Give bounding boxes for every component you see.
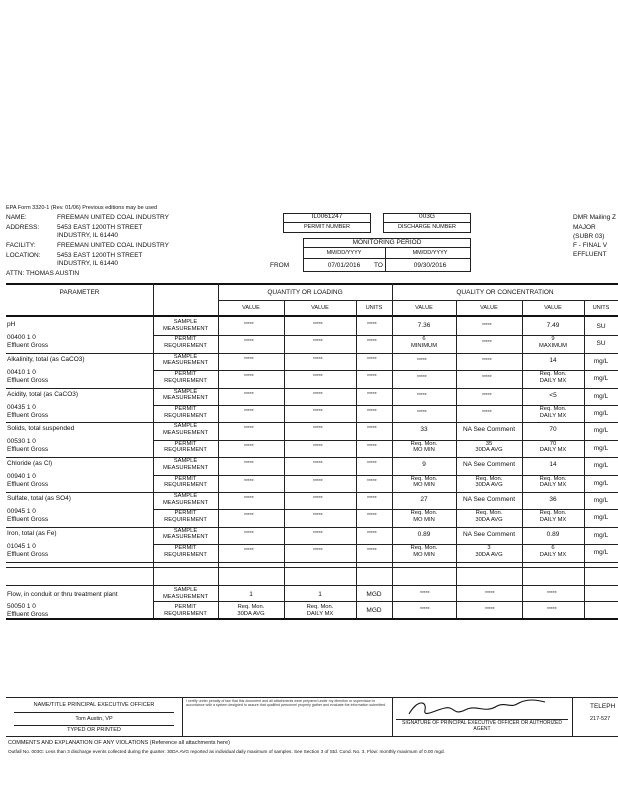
permit-q2-dash: ***** [482,375,492,382]
quantity-dash: ***** [313,513,323,520]
quantity-dash: ***** [367,530,377,537]
permit-requirement-label: PERMIT REQUIREMENT [164,371,207,384]
measurement-q1: 27 [420,496,428,503]
quantity-dash: ***** [313,426,323,433]
row-bottom-rule [6,492,618,493]
permit-q1-dash: ***** [417,375,427,382]
col-line-q3 [584,300,585,619]
quantity-dash: ***** [367,461,377,468]
quantity-dash: ***** [367,356,377,363]
permit-q2: 35 30DA AVG [475,440,503,454]
typed-underline [14,725,174,726]
flow-m-unit: MGD [366,591,382,598]
facility-value: FREEMAN UNITED COAL INDUSTRY [57,242,169,249]
discharge-divider [383,222,471,223]
quantity-dash: ***** [244,496,254,502]
measurement-q3: 14 [549,461,557,469]
sample-measurement-label: SAMPLE MEASUREMENT [162,353,209,367]
parameter-code: 00530 1 0 [7,438,36,446]
signature-mark [405,698,555,720]
permit-q2-dash: ***** [482,340,492,347]
permit-q3: Req. Mon. DAILY MX [539,406,567,419]
footer-col-2 [392,697,393,736]
measurement-unit: mg/L [593,497,609,504]
permit-q3: Req. Mon. DAILY MX [539,510,567,523]
sample-measurement-label: SAMPLE MEASUREMENT [162,527,209,541]
measurement-q3: 36 [549,496,557,503]
quantity-dash: ***** [367,339,377,346]
quantity-dash: ***** [244,339,254,346]
parameter-code: 00940 1 0 [7,473,36,481]
permit-q1: 6 MINIMUM [410,336,438,349]
address-label: ADDRESS: [6,224,40,231]
measurement-q3: 14 [549,356,557,364]
parameter-sub: Effluent Gross [7,411,49,419]
from-label: FROM [270,262,290,269]
measurement-unit: mg/L [593,357,609,365]
quantity-dash: ***** [367,496,377,502]
to-label: TO [374,262,383,269]
parameter-sub: Effluent Gross [7,481,49,489]
row-bottom-rule [6,562,618,563]
officer-name: Tom Austin, VP [75,716,113,722]
permit-q1: Req. Mon. MO MIN [410,475,438,489]
permit-q3: 9 MAXIMUM [538,336,568,349]
monitoring-divider-2 [303,258,471,259]
quantity-dash: ***** [244,443,254,450]
measurement-unit: mg/L [593,392,609,400]
measurement-unit: mg/L [593,427,609,435]
attn: ATTN: THOMAS AUSTIN [6,270,80,277]
row-bottom-rule [6,353,618,354]
certification-text: I certify under penalty of law that this document and all attachments were prepared under my direction or supervision in accordance with a system designed to assure that qualified personnel properly gather and evaluate the information submitted. [186,699,386,708]
quantity-dash: ***** [367,443,377,450]
dmr-mailing: DMR Mailing Z [573,214,616,221]
flow-p-q2-dash: ***** [485,607,495,613]
sample-measurement-label: SAMPLE MEASUREMENT [162,493,209,506]
flow-sub: Effluent Gross [7,611,49,618]
quantity-dash: ***** [313,409,323,415]
sample-measurement-label: SAMPLE MEASUREMENT [162,388,209,402]
quantity-dash: ***** [244,409,254,415]
permit-q2-dash: ***** [482,410,492,416]
measurement-q2: NA See Comment [462,530,516,538]
permit-unit: mg/L [593,410,609,417]
measurement-q1: 7.36 [417,322,431,329]
permit-divider [283,222,371,223]
quantity-dash: ***** [313,530,323,537]
footer-bottom-rule [6,736,618,737]
mm-dd-yyyy-to: MM/DD/YYYY [412,250,448,256]
permit-unit: mg/L [593,444,609,452]
permit-q2: Req. Mon. 30DA AVG [475,475,503,489]
parameter-name: Sulfate, total (as SO4) [7,495,71,502]
permit-requirement-label: PERMIT REQUIREMENT [164,336,207,349]
flow-permit-label: PERMIT REQUIREMENT [164,604,207,617]
permit-unit: mg/L [593,549,609,557]
col-line-v1 [284,300,285,619]
permit-requirement-label: PERMIT REQUIREMENT [164,406,207,419]
quantity-dash: ***** [244,426,254,433]
flow-m-q2-dash: ***** [485,591,495,597]
measurement-q2: NA See Comment [462,426,516,434]
form-note: EPA Form 3320-1 (Rev. 01/06) Previous editions may be used [6,205,158,211]
measurement-q3: 70 [549,426,557,434]
quantity-dash: ***** [367,478,377,485]
quantity-dash: ***** [367,426,377,433]
col-line-v2 [356,300,357,619]
table-top-rule [6,283,618,285]
flow-m-q1-dash: ***** [420,591,430,597]
quality-header: QUALITY OR CONCENTRATION [456,289,554,296]
col-line-q1 [456,300,457,619]
parameter-sub: Effluent Gross [7,446,49,454]
row-bottom-rule [6,422,618,423]
flow-p-unit: MGD [366,607,382,614]
measurement-q3: 0.89 [546,530,560,538]
col-header-value-5: VALUE [544,305,562,311]
monitoring-period-label: MONITORING PERIOD [352,239,422,246]
permit-requirement-label: PERMIT REQUIREMENT [164,510,207,523]
quantity-dash: ***** [313,461,323,468]
parameter-code: 01045 1 0 [7,542,36,550]
row-bottom-rule [6,457,618,458]
permit-q3: Req. Mon. DAILY MX [539,475,567,489]
to-date: 09/30/2016 [413,262,447,269]
parameter-name: Chloride (as Cl) [7,460,53,468]
measurement-q1-dash: ***** [417,357,427,364]
parameter-name: Alkalinity, total (as CaCO3) [7,355,85,363]
parameter-name: Iron, total (as Fe) [7,529,57,537]
empty-row-rule-2 [6,585,618,586]
quantity-dash: ***** [244,548,254,555]
parameter-name: Acidity, total (as CaCO3) [7,390,79,398]
permit-unit: mg/L [593,479,609,487]
flow-split-rule [153,601,618,602]
flow-code: 50050 1 0 [7,603,36,610]
measurement-q1-dash: ***** [417,392,427,399]
sample-measurement-label: SAMPLE MEASUREMENT [162,423,209,436]
measurement-q2: NA See Comment [462,461,516,469]
permit-q3: 6 DAILY MX [539,545,567,558]
parameter-header: PARAMETER [59,289,100,296]
quantity-dash: ***** [367,409,377,415]
officer-title-label: NAME/TITLE PRINCIPAL EXECUTIVE OFFICER [33,702,155,708]
parameter-code: 00400 1 0 [7,334,36,341]
parameter-code: 00945 1 0 [7,508,36,515]
permit-unit: mg/L [593,514,609,522]
monitoring-divider-v [385,247,386,272]
name-label: NAME: [6,214,27,221]
mm-dd-yyyy-from: MM/DD/YYYY [326,250,362,256]
sample-measurement-label: SAMPLE MEASUREMENT [162,458,209,471]
permit-number: IL0061247 [311,213,343,220]
col-header-value-3: VALUE [415,305,433,311]
permit-requirement-label: PERMIT REQUIREMENT [164,475,207,489]
parameter-sub: Effluent Gross [7,550,49,558]
name-value: FREEMAN UNITED COAL INDUSTRY [57,214,169,221]
quantity-dash: ***** [313,443,323,450]
flow-name: Flow, in conduit or thru treatment plant [7,591,118,598]
measurement-q3: 7.49 [546,322,560,329]
volume-label: F - FINAL V [573,242,608,249]
quantity-dash: ***** [244,478,254,485]
col-header-units-1: UNITS [365,305,383,311]
flow-sample-label: SAMPLE MEASUREMENT [162,587,209,600]
measurement-q2-dash: ***** [482,323,492,329]
measurement-q2-dash: ***** [482,357,492,364]
discharge-number-label: DISCHARGE NUMBER [397,224,457,230]
quantity-dash: ***** [244,530,254,537]
permit-q1: Req. Mon. MO MIN [410,510,438,523]
quantity-dash: ***** [367,374,377,381]
quantity-dash: ***** [244,391,254,398]
quantity-dash: ***** [244,513,254,520]
flow-p-v2: Req. Mon. DAILY MX [306,604,334,617]
parameter-code: 00435 1 0 [7,403,36,411]
permit-unit: mg/L [593,375,609,383]
officer-underline [14,712,174,713]
col-header-units-2: UNITS [592,305,610,311]
flow-m-v1: 1 [249,591,253,598]
table-header-bottom [6,315,618,317]
quantity-dash: ***** [367,548,377,555]
parameter-sub: Effluent Gross [7,342,49,349]
flow-p-q3-dash: ***** [547,607,557,613]
col-header-value-4: VALUE [480,305,498,311]
permit-q3: Req. Mon. DAILY MX [539,371,567,384]
comments-label: COMMENTS AND EXPLANATION OF ANY VIOLATIONS (Reference all attachments here) [8,740,230,746]
quantity-dash: ***** [313,496,323,502]
quantity-dash: ***** [367,513,377,520]
measurement-unit: mg/L [593,531,609,539]
quantity-dash: ***** [244,374,254,381]
footer-col-1 [182,697,183,736]
effluent-label: EFFLUENT [573,251,607,258]
from-date: 07/01/2016 [327,262,361,269]
permit-q2: Req. Mon. 30DA AVG [475,510,503,523]
flow-p-q1-dash: ***** [420,607,430,613]
quantity-dash: ***** [313,391,323,398]
telephone-value: 217-527 [590,716,611,722]
quantity-dash: ***** [313,339,323,346]
flow-m-q3-dash: ***** [547,591,557,597]
permit-unit: SU [596,340,606,348]
signature-label: SIGNATURE OF PRINCIPAL EXECUTIVE OFFICER OR AUTHORIZED AGENT [402,720,562,732]
comments-text: Outfall No. 003G: Less than 3 discharge events collected during the quarter. 30DA AVG reported as individual daily maximum of samples. See Section 3 of Std. Cond. No. 3. Flow: monthly maximum of 0.00 mgd. [8,749,445,754]
measurement-q1: 33 [420,426,428,434]
facility-label: FACILITY: [6,242,36,249]
location-line2: INDUSTRY, IL 61440 [57,260,118,267]
measurement-q2-dash: ***** [482,392,492,399]
measurement-q2: NA See Comment [462,496,516,503]
permit-q3: 70 DAILY MX [539,440,567,454]
address-line2: INDUSTRY, IL 61440 [57,232,118,239]
permit-requirement-label: PERMIT REQUIREMENT [164,545,207,558]
location-line1: 5453 EAST 1200TH STREET [57,252,143,259]
flow-p-v1: Req. Mon. 30DA AVG [237,604,265,617]
table-bottom-rule [6,618,618,620]
quantity-header: QUANTITY OR LOADING [267,289,343,296]
quantity-dash: ***** [313,374,323,381]
address-line1: 5453 EAST 1200TH STREET [57,224,143,231]
telephone-label: TELEPH [590,703,616,710]
major-label: MAJOR [573,224,596,231]
discharge-number: 003G [419,213,435,220]
sample-measurement-label: SAMPLE MEASUREMENT [162,319,209,332]
subr-label: (SUBR 03) [573,233,605,240]
parameter-code: 00410 1 0 [7,368,36,376]
col-header-value-2: VALUE [311,305,329,311]
parameter-name: pH [7,321,16,328]
parameter-sub: Effluent Gross [7,376,49,384]
permit-requirement-label: PERMIT REQUIREMENT [164,440,207,454]
quantity-dash: ***** [367,322,377,328]
col-header-value-1: VALUE [242,305,260,311]
quantity-dash: ***** [244,356,254,363]
permit-q1: Req. Mon. MO MIN [410,545,438,558]
quantity-dash: ***** [313,356,323,363]
flow-m-v2: 1 [318,591,322,598]
permit-q1-dash: ***** [417,410,427,416]
parameter-name: Solids, total suspended [7,425,75,433]
empty-row-rule-1 [6,567,618,568]
quantity-dash: ***** [313,548,323,555]
quantity-dash: ***** [313,478,323,485]
footer-col-3 [572,697,573,736]
quantity-dash: ***** [244,461,254,468]
typed-label: TYPED OR PRINTED [67,727,121,733]
location-label: LOCATION: [6,252,41,259]
table-subheader-rule [218,300,618,301]
quantity-dash: ***** [367,391,377,398]
measurement-q1: 9 [422,461,426,469]
quantity-dash: ***** [244,322,254,328]
row-bottom-rule [6,388,618,389]
measurement-q1: 0.89 [417,530,431,538]
measurement-unit: SU [596,323,606,330]
permit-q2: 3 30DA AVG [475,545,503,558]
permit-q1: Req. Mon. MO MIN [410,440,438,454]
measurement-q3: <5 [549,391,557,399]
permit-number-label: PERMIT NUMBER [303,224,351,230]
quantity-dash: ***** [313,322,323,328]
row-bottom-rule [6,527,618,528]
col-line-label [218,283,219,619]
parameter-sub: Effluent Gross [7,516,49,523]
monitoring-divider-1 [303,247,471,248]
measurement-unit: mg/L [593,462,609,470]
